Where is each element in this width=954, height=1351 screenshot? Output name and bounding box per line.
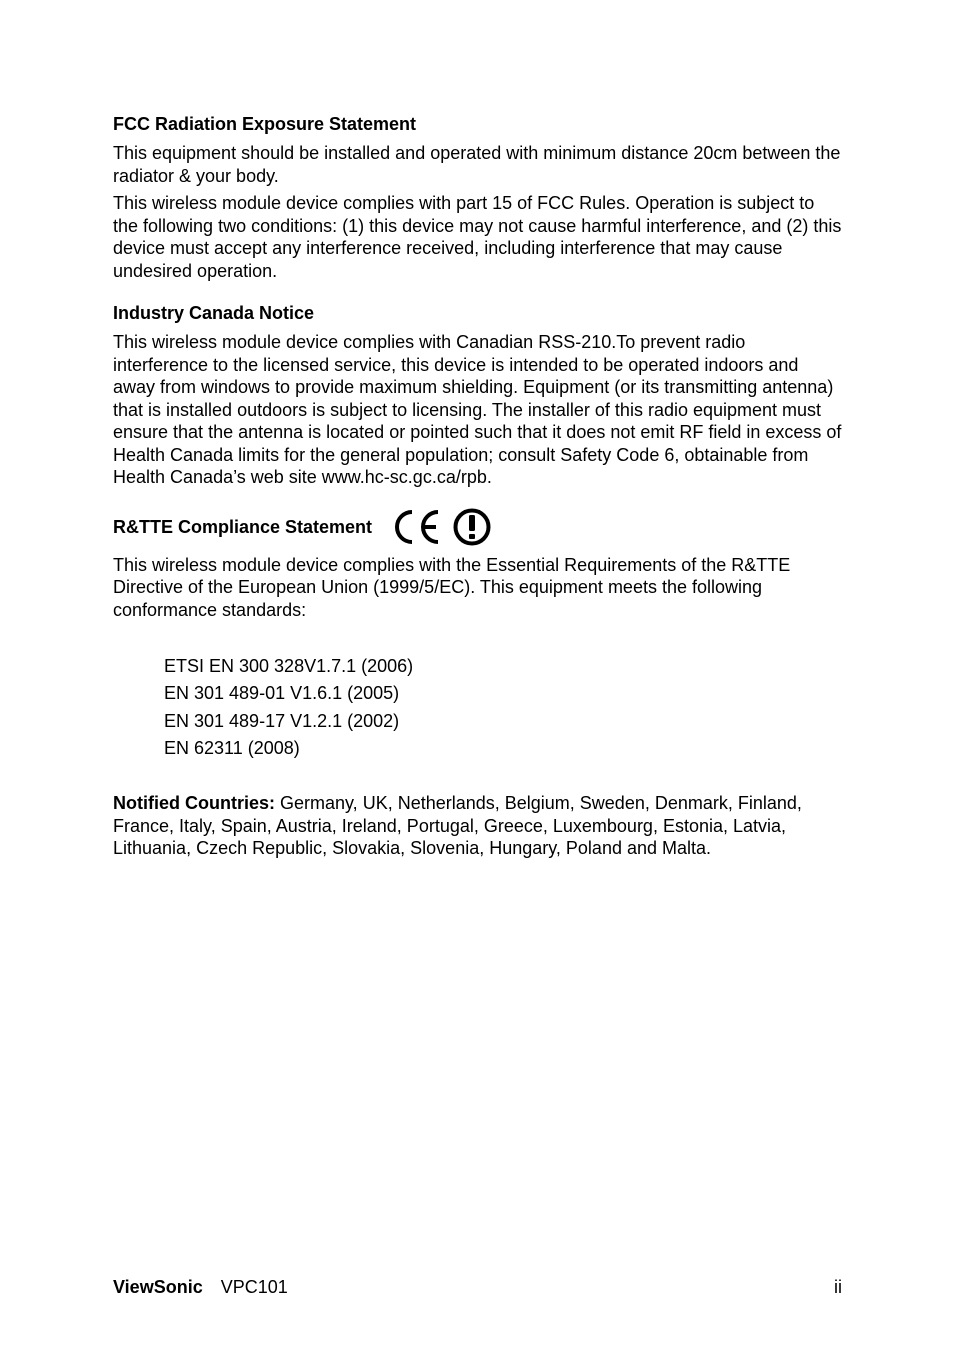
industry-canada-section (113, 302, 843, 489)
fcc-heading: FCC Radiation Exposure Statement (113, 114, 417, 134)
ce-mark-icon (390, 506, 492, 548)
standard-item: EN 62311 (2008) (164, 737, 300, 758)
standards-list (164, 653, 843, 762)
fcc-paragraph-1: This equipment should be installed and operated with minimum distance 20cm between the radiator & your body. (113, 143, 841, 186)
standard-item: EN 301 489-01 V1.6.1 (2005) (164, 683, 400, 704)
rtte-section (113, 505, 843, 763)
fcc-paragraph-2: This wireless module device complies with part 15 of FCC Rules. Operation is subject to the following two conditions: (1) this device may not cause harmful interference, and (2) this device must accept any interference received, including interference that may cause undesired operation. (113, 193, 842, 281)
fcc-section (113, 113, 843, 282)
ic-paragraph-1: This wireless module device complies with Canadian RSS-210.To prevent radio interference to the licensed service, this device is intended to be operated indoors and away from windows to provide maximum shielding. Equipment (or its transmitting antenna) that is installed outdoors is subject to licensing. The installer of this radio equipment must ensure that the antenna is located or pointed such that it does not emit RF field in excess of Health Canada limits for the general population; consult Safety Code 6, obtainable from Health Canada’s web site www.hc-sc.gc.ca/rpb. (113, 332, 842, 487)
rtte-paragraph-1: This wireless module device complies with the Essential Requirements of the R&TTE Directive of the European Union (1999/5/EC). This equipment meets the following conformance standards: (113, 554, 791, 620)
alert-mark-icon (456, 510, 489, 543)
standard-item: ETSI EN 300 328V1.7.1 (2006) (164, 656, 414, 676)
ce-alert-mark (390, 506, 492, 548)
page-content (113, 113, 843, 865)
footer-model: VPC101 (220, 1277, 288, 1297)
notified-countries-list: Germany, UK, Netherlands, Belgium, Sweden, Denmark, Finland, France, Italy, Spain, Austria, Ireland, Portugal, Greece, Luxembourg, Estonia, Latvia, Lithuania, Czech Republic, Slovakia, Slovenia, Hungary, Poland and Malta. (113, 793, 802, 859)
ic-heading: Industry Canada Notice (113, 303, 315, 323)
standard-item: EN 301 489-17 V1.2.1 (2002) (164, 710, 400, 731)
notified-countries (113, 792, 843, 860)
footer-brand: ViewSonic (113, 1277, 203, 1297)
page-number: ii (834, 1277, 842, 1297)
page-footer (113, 1276, 842, 1298)
rtte-heading: R&TTE Compliance Statement (113, 516, 373, 537)
rtte-heading-row (113, 505, 843, 549)
notified-countries-label: Notified Countries: (113, 793, 275, 814)
